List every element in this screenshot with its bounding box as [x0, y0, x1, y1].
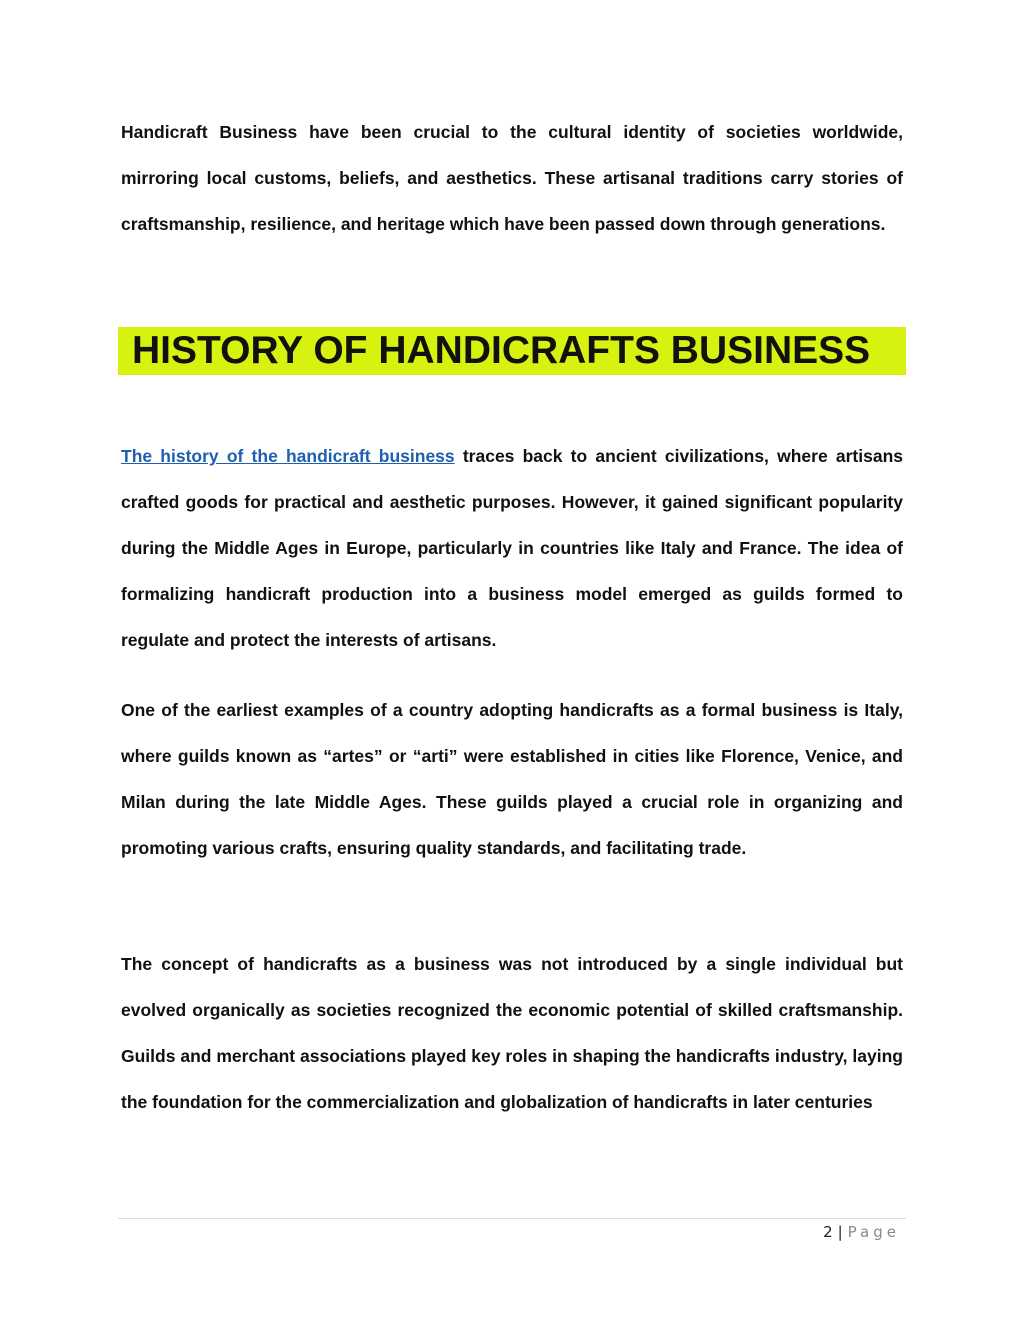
history-paragraph — [121, 433, 903, 663]
concept-paragraph — [121, 941, 903, 1125]
history-link[interactable]: The history of the handicraft business — [121, 446, 455, 466]
concept-text: The concept of handicrafts as a business was not introduced by a single individual but evolved organically as societies recognized the economic potential of skilled craftsmanship. Guilds and merchant associations played key roles in shaping the handicrafts industry, laying the foundation for the commercialization and globalization of handicrafts in later centuries — [121, 954, 903, 1112]
page-footer — [823, 1222, 900, 1242]
footer-separator: | — [837, 1223, 843, 1241]
page-number: 2 — [823, 1223, 833, 1241]
italy-text: One of the earliest examples of a country adopting handicrafts as a formal business is Italy, where guilds known as “artes” or “arti” were established in cities like Florence, Venice, and Milan during the late Middle Ages. These guilds played a crucial role in organizing and promoting various crafts, ensuring quality standards, and facilitating trade. — [121, 700, 903, 858]
section-heading — [118, 327, 906, 375]
intro-paragraph — [121, 109, 903, 247]
history-text: traces back to ancient civilizations, where artisans crafted goods for practical and aesthetic purposes. However, it gained significant popularity during the Middle Ages in Europe, particularly in countries like Italy and France. The idea of formalizing handicraft production into a business model emerged as guilds formed to regulate and protect the interests of artisans. — [121, 446, 903, 650]
page-label: Page — [847, 1223, 900, 1241]
italy-paragraph — [121, 687, 903, 871]
footer-divider — [118, 1218, 906, 1219]
section-heading-text: HISTORY OF HANDICRAFTS BUSINESS — [132, 329, 871, 372]
intro-text: Handicraft Business have been crucial to the cultural identity of societies worldwide, mirroring local customs, beliefs, and aesthetics. These artisanal traditions carry stories of craftsmanship, resilience, and heritage which have been passed down through generations. — [121, 122, 903, 234]
